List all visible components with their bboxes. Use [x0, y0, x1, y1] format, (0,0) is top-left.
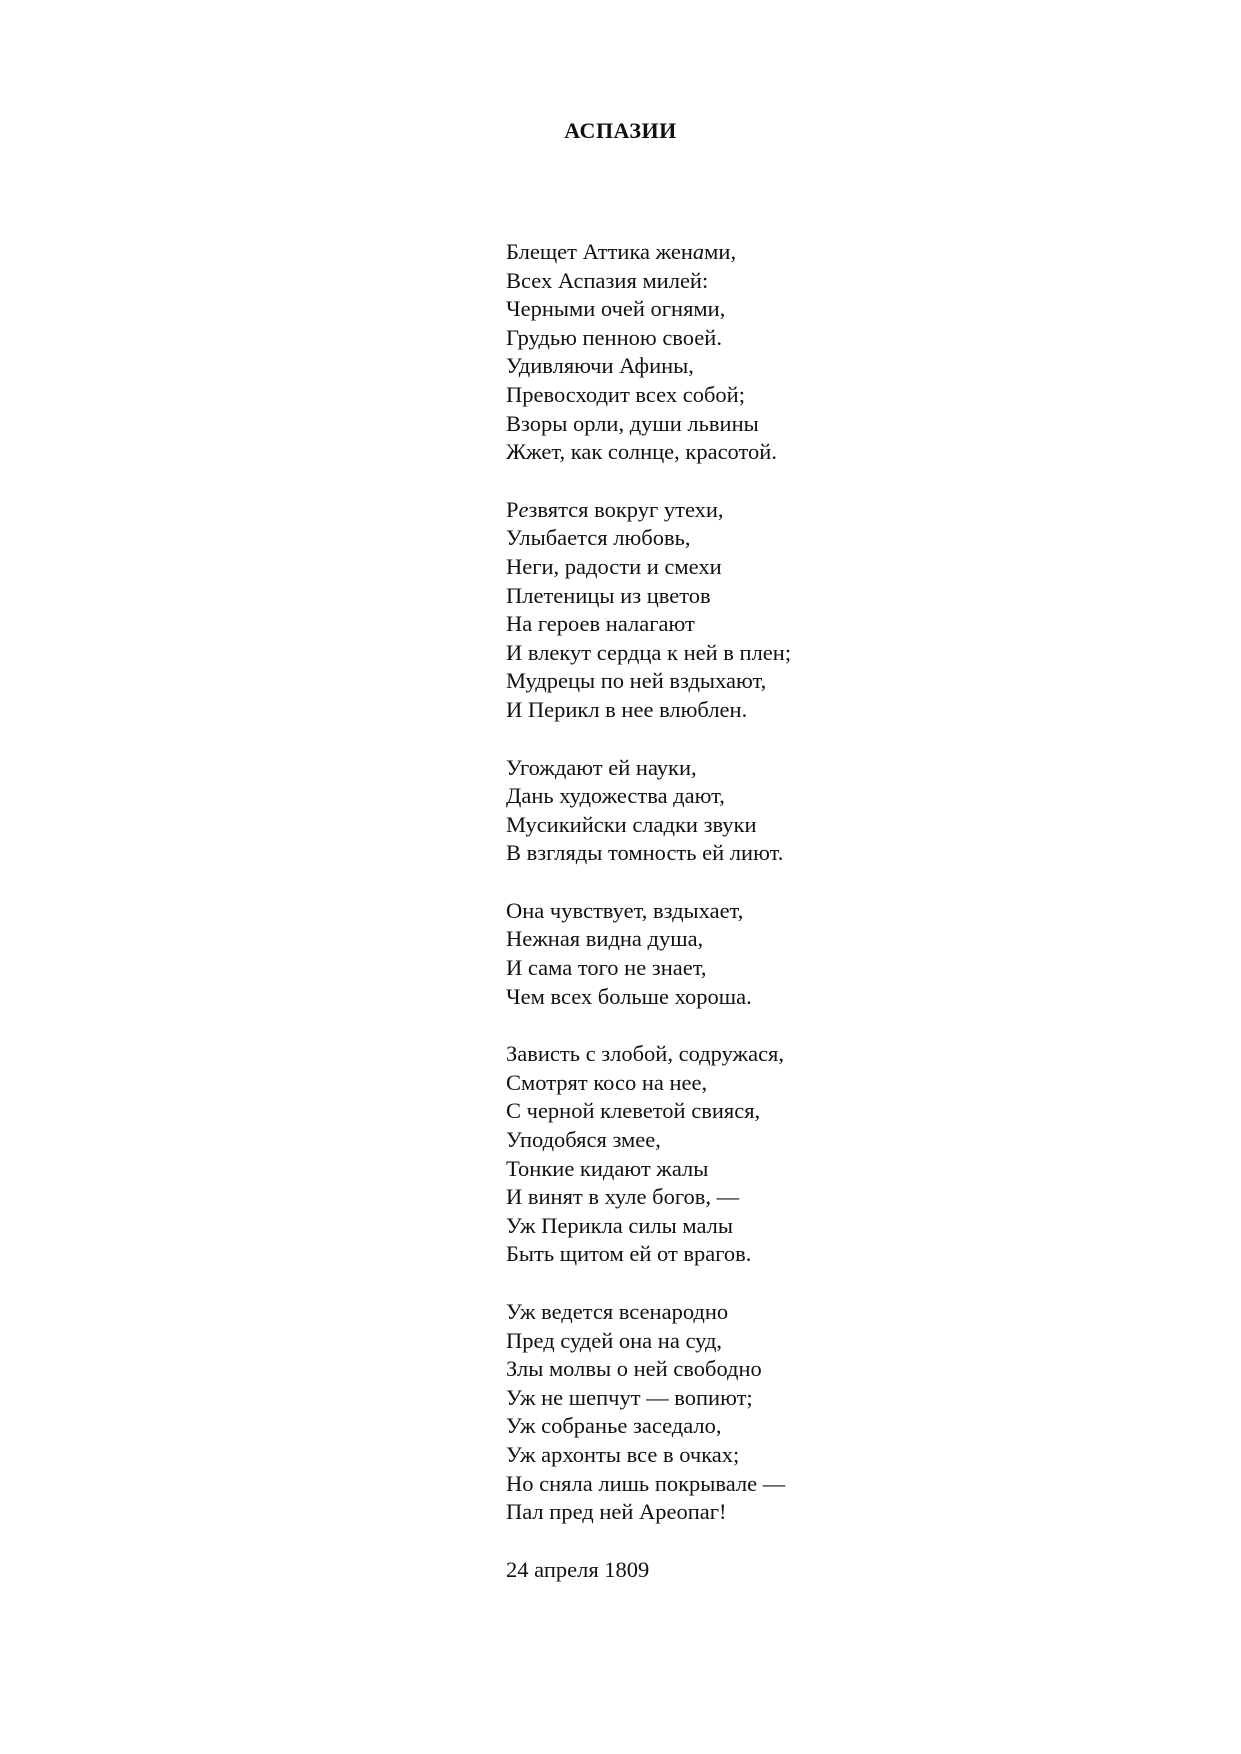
poem-line: И влекут сердца к ней в плен; — [506, 639, 792, 665]
line-part: ми, — [704, 239, 737, 264]
poem-line: В взгляды томность ей лиют. — [506, 840, 784, 866]
poem-title: АСПАЗИИ — [564, 118, 677, 143]
line-part: Р — [506, 496, 519, 522]
poem-line: Уж архонты все в очках; — [506, 1441, 740, 1467]
poem-line: Уж Перикла силы малы — [506, 1212, 734, 1238]
poem-line: Угождают ей науки, — [506, 754, 697, 780]
poem-line: Всех Аспазия милей: — [506, 267, 709, 293]
poem-line: Пал пред ней Ареопаг! — [506, 1499, 727, 1525]
stanza-4 — [506, 897, 1066, 1011]
stanza-2 — [506, 496, 1066, 725]
poem-line: Уж не шепчут — вопиют; — [506, 1384, 753, 1410]
stanza-6 — [506, 1298, 1066, 1527]
poem-line — [506, 496, 1066, 525]
poem-line: Злы молвы о ней свободно — [506, 1356, 762, 1382]
poem-line: И винят в хуле богов, — — [506, 1184, 740, 1210]
poem-line: Смотрят косо на нее, — [506, 1069, 708, 1095]
stressed-letter: е — [518, 496, 529, 522]
poem-line: Она чувствует, вздыхает, — [506, 897, 744, 923]
stanza-3 — [506, 754, 1066, 868]
stanza-1 — [506, 238, 1066, 467]
poem-line: Уж ведется всенародно — [506, 1299, 729, 1324]
poem-line: Быть щитом ей от врагов. — [506, 1241, 752, 1267]
poem-line: Мудрецы по ней вздыхают, — [506, 668, 767, 694]
poem-line: Уж собранье заседало, — [506, 1413, 722, 1439]
poem-line: Дань художества дают, — [506, 783, 725, 809]
stanza-5 — [506, 1040, 1066, 1269]
line-part: звятся вокруг утехи, — [528, 496, 724, 522]
poem-body — [506, 238, 1066, 1584]
poem-line: Грудью пенною своей. — [506, 324, 722, 350]
poem-line: Но сняла лишь покрывале — — [506, 1470, 786, 1496]
poem-line: Превосходит всех собой; — [506, 381, 745, 407]
poem-line: Уподобяся змее, — [506, 1127, 661, 1153]
poem-line: Нежная видна душа, — [506, 926, 704, 952]
poem-line: Неги, радости и смехи — [506, 553, 722, 579]
line-part: Блещет Аттика жен — [506, 239, 693, 264]
poem-line: Взоры орли, души львины — [506, 410, 759, 436]
poem-line: Удивляючи Афины, — [506, 353, 694, 379]
poem-date: 24 апреля 1809 — [506, 1556, 650, 1582]
poem-line: И Перикл в нее влюблен. — [506, 696, 748, 722]
poem-line: Пред судей она на суд, — [506, 1327, 723, 1353]
poem-line: Мусикийски сладки звуки — [506, 811, 757, 837]
poem-line: На героев налагают — [506, 611, 695, 637]
poem-line: С черной клеветой свияся, — [506, 1098, 761, 1124]
stressed-letter: а — [692, 239, 705, 264]
poem-line: Улыбается любовь, — [506, 525, 691, 551]
poem-line — [506, 238, 1066, 267]
poem-line: Черными очей огнями, — [506, 296, 726, 322]
poem-line: Чем всех больше хороша. — [506, 983, 752, 1009]
poem-line: Тонкие кидают жалы — [506, 1155, 709, 1181]
poem-line: Жжет, как солнце, красотой. — [506, 439, 777, 465]
poem-line: И сама того не знает, — [506, 955, 707, 981]
poem-line: Плетеницы из цветов — [506, 582, 711, 608]
poem-line: Зависть с злобой, содружася, — [506, 1041, 785, 1067]
